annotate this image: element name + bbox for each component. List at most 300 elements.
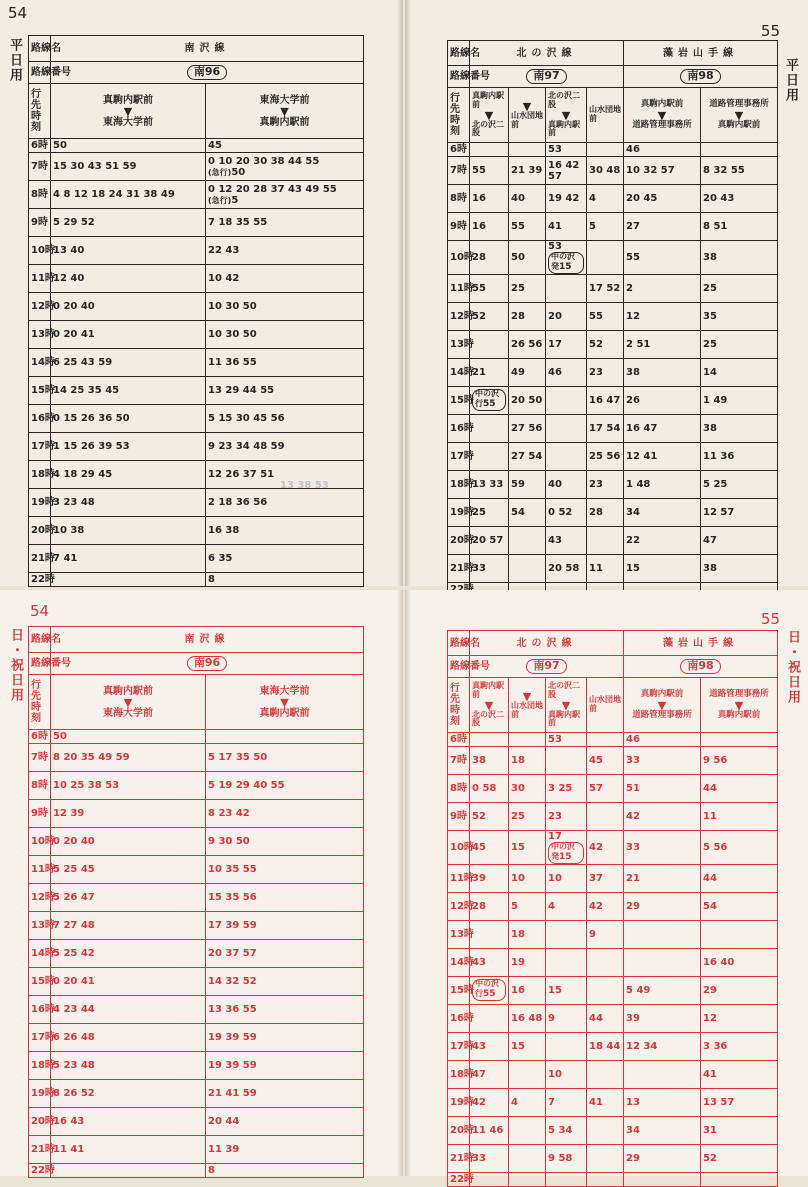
departure-times [206,912,364,940]
minutes: 25 [511,811,525,822]
departure-times [206,968,364,996]
minutes: 11 39 [208,1144,240,1155]
departure-times [587,1004,624,1032]
departure-times [587,1172,624,1186]
timetable [447,40,778,597]
hour-row [448,1116,778,1144]
departure-times [701,330,778,358]
minutes: 5 49 [626,984,651,996]
minutes: 38 [703,422,717,434]
departure-times [587,1144,624,1172]
departure-times [624,976,701,1004]
departure-times [206,573,364,587]
minutes: 27 56 [511,422,543,434]
departure-times [470,442,509,470]
hour-cell: 19時 [448,498,470,526]
minutes: 3 25 [548,783,573,794]
hour-cell: 19時 [29,1080,51,1108]
hour-row [29,800,364,828]
minutes: 50 [511,251,525,263]
minutes: 34 [626,1124,640,1136]
minutes: 10 42 [208,273,240,284]
departure-times [470,775,509,803]
hour-cell: 18時 [448,1060,470,1088]
hour-row [29,293,364,321]
departure-times [701,747,778,775]
departure-times [546,554,587,582]
minutes: 2 [626,282,633,294]
departure-times [546,358,587,386]
minutes: 20 [548,310,562,322]
departure-times [546,892,587,920]
departure-times [470,213,509,241]
minutes: 35 [703,310,717,322]
hour-row [448,1172,778,1186]
down-arrow-icon: ▼ [280,104,289,118]
minutes: 29 [703,984,717,996]
hour-row [448,733,778,747]
hour-row [448,157,778,185]
hour-cell: 21時 [29,545,51,573]
timetable [28,35,364,587]
departure-times [587,892,624,920]
down-arrow-icon: ▼ [561,108,571,122]
minutes: 10 [548,1068,562,1080]
hour-cell: 22時 [29,573,51,587]
departure-times [509,185,546,213]
hour-cell: 9時 [29,209,51,237]
hour-cell: 19時 [448,1088,470,1116]
minutes: 38 [703,251,717,263]
minutes: 31 [703,1124,717,1136]
hour-cell: 6時 [448,733,470,747]
departure-times [546,733,587,747]
hour-cell: 7時 [29,153,51,181]
route-name-label: 路線名 [448,631,470,656]
hour-cell: 16時 [448,414,470,442]
departure-times [701,554,778,582]
line-name: 北の沢線 [470,41,624,66]
minutes: 28 [511,310,525,322]
hour-row [29,139,364,153]
origin-stop: 東海大学前 [259,685,310,697]
minutes: 5 56 [703,841,728,853]
page-weekday-55 [405,0,808,586]
departure-times [509,1060,546,1088]
minutes: 20 44 [208,1116,240,1127]
departure-times [470,554,509,582]
departure-times [470,185,509,213]
hour-row [29,940,364,968]
page-weekday-54 [0,0,403,586]
departure-times: 0 20 40 [51,828,206,856]
minutes: 20 50 [511,394,543,406]
departure-times [701,1116,778,1144]
hour-cell: 18時 [448,470,470,498]
minutes: 40 [511,193,525,204]
departure-times [206,884,364,912]
departure-times [206,772,364,800]
departure-times [624,330,701,358]
special-trip-minute: 15 [559,261,572,272]
minutes: 16 42 57 [548,159,580,182]
departure-times [587,143,624,157]
departure-times [206,433,364,461]
special-trip-minute: 55 [483,989,496,1000]
hour-row [29,744,364,772]
departure-times [546,414,587,442]
departure-times [509,1144,546,1172]
hour-cell: 7時 [448,747,470,775]
minutes: 41 [703,1068,717,1080]
departure-times [587,1088,624,1116]
hour-row [448,1144,778,1172]
hour-row [448,330,778,358]
destination-label: 行先 [31,680,41,702]
departure-times [587,302,624,330]
origin-stop: 真駒内駅前 [103,94,153,106]
hour-cell: 7時 [29,744,51,772]
hour-row [448,526,778,554]
express-note: (急行) [208,195,232,205]
departure-times [509,1004,546,1032]
hour-cell: 7時 [448,157,470,185]
departure-times [509,1032,546,1060]
departure-times [587,157,624,185]
departure-times [470,1060,509,1088]
departure-times [546,330,587,358]
departure-times [546,747,587,775]
minutes: 11 46 [472,1124,504,1136]
departure-times [701,1032,778,1060]
departure-times [587,185,624,213]
minutes: 54 [511,506,525,518]
departure-times [587,442,624,470]
departure-times [470,1116,509,1144]
minutes: 3 36 [703,1040,728,1052]
departure-times [624,302,701,330]
departure-times: 0 20 40 [51,293,206,321]
down-arrow-icon: ▼ [123,104,133,118]
departure-times [206,1080,364,1108]
hour-cell: 14時 [29,349,51,377]
hour-row [29,517,364,545]
minutes: 2 18 36 56 [208,497,268,508]
hour-row [29,349,364,377]
departure-times [470,948,509,976]
departure-times [701,775,778,803]
time-label: 時刻 [31,111,41,133]
route-number-label: 路線番号 [448,66,470,88]
hour-row [448,948,778,976]
minutes: 16 [472,221,486,232]
departure-times [624,386,701,414]
departure-times: 0 20 41 [51,968,206,996]
destination-stop: 真駒内駅前 [259,707,310,719]
departure-times [509,414,546,442]
minutes: 57 [589,783,603,794]
hour-row [448,185,778,213]
hour-cell: 14時 [448,358,470,386]
departure-times [470,330,509,358]
special-trip-badge [472,389,506,411]
down-arrow-icon: ▼ [522,99,532,113]
minutes: 18 [511,755,525,766]
page-holiday-54 [0,590,403,1176]
down-arrow-icon: ▼ [657,698,667,712]
hour-row [448,302,778,330]
departure-times [546,775,587,803]
departure-times [587,1060,624,1088]
departure-times [509,554,546,582]
destination-stop: 山水団地前 [511,110,543,129]
departure-times [206,139,364,153]
line-name: 藻岩山手線 [624,41,778,66]
departure-times [587,498,624,526]
hour-row [448,892,778,920]
minutes: 43 [472,1040,486,1052]
departure-times: 0 15 26 36 50 [51,405,206,433]
departure-times [206,321,364,349]
departure-times [470,733,509,747]
departure-times [624,498,701,526]
minutes: 15 [626,562,640,574]
minutes: 26 [626,394,640,406]
minutes: 1 48 [626,478,651,490]
minutes: 55 [626,251,640,263]
departure-times [624,157,701,185]
hour-cell: 15時 [448,386,470,414]
hour-row [29,1052,364,1080]
departure-times [587,775,624,803]
side-label: 日・祝日用 [8,628,23,703]
minutes: 5 [511,900,518,912]
minutes: 23 [589,478,603,490]
minutes: 30 48 [589,165,621,176]
minutes: 13 33 [472,478,504,490]
departure-times [587,831,624,865]
minutes: 33 [472,562,486,574]
origin-stop: 真駒内駅前 [640,689,684,700]
minutes: 55 [511,221,525,232]
destination-stop: 真駒内駅前 [548,119,580,138]
departure-times [206,237,364,265]
hour-row [448,775,778,803]
departure-times [701,892,778,920]
hour-row [29,573,364,587]
minutes: 20 58 [548,562,580,574]
departure-times [587,386,624,414]
origin-stop: 山水団地前 [589,695,621,713]
departure-times [701,185,778,213]
minutes: 43 [548,534,562,546]
departure-times [509,143,546,157]
departure-times [470,1088,509,1116]
special-trip-note: 中の沢行 [475,979,499,999]
destination-stop: 山水団地前 [511,700,543,719]
departure-times [206,856,364,884]
hour-cell: 20時 [448,526,470,554]
book-gutter [397,590,403,1176]
minutes: 28 [589,506,603,518]
departure-times [701,1172,778,1186]
hour-row [448,143,778,157]
departure-times [546,442,587,470]
departure-times [509,470,546,498]
minutes: 0 10 20 30 38 44 55 [208,155,320,167]
destination-stop: 道路管理事務所 [632,709,692,720]
departure-times [206,744,364,772]
minutes: 10 [511,872,525,884]
minutes: 22 43 [208,245,240,256]
departure-times [701,1004,778,1032]
departure-times [701,976,778,1004]
departure-times [509,498,546,526]
minutes: 37 [589,872,603,884]
minutes: 11 36 [703,450,735,462]
minutes: 34 [626,506,640,518]
route-badge: 南98 [680,69,720,83]
departure-times [701,213,778,241]
minutes: 53 [548,241,562,252]
minutes: 46 [626,144,640,155]
departure-times [546,831,587,865]
special-trip-minute: 15 [559,851,572,862]
page-holiday-55 [405,590,808,1185]
departure-times [624,1172,701,1186]
special-trip-badge [472,979,506,1001]
hour-cell: 9時 [448,803,470,831]
departure-times [587,213,624,241]
page-number: 55 [760,22,780,40]
minutes: 47 [703,534,717,546]
hour-row [448,747,778,775]
departure-times [470,498,509,526]
hour-row [448,864,778,892]
hour-cell: 22時 [29,1164,51,1178]
destination-stop: 真駒内駅前 [717,119,761,130]
departure-times [546,1116,587,1144]
hour-row [29,856,364,884]
minutes: 10 32 57 [626,165,675,176]
departure-times [701,864,778,892]
minutes: 9 [548,1012,555,1024]
minutes: 28 [472,251,486,263]
minutes: 16 48 [511,1012,543,1024]
minutes: 25 [511,282,525,294]
departure-times [206,349,364,377]
departure-times [587,747,624,775]
departure-times [587,948,624,976]
minutes: 25 56 [589,450,621,462]
departure-times [624,1004,701,1032]
departure-times [624,554,701,582]
timetable [28,626,364,1178]
hour-row [448,554,778,582]
down-arrow-icon: ▼ [123,695,133,709]
hour-cell: 12時 [448,892,470,920]
departure-times [546,1060,587,1088]
departure-times [509,302,546,330]
origin-stop: 真駒内駅前 [472,90,504,109]
minutes: 38 [703,562,717,574]
departure-times [470,976,509,1004]
departure-times [546,948,587,976]
destination-label: 行先 [31,89,41,111]
departure-times [51,1164,206,1178]
minutes: 28 [472,900,486,912]
departure-times [470,1004,509,1032]
route-badge: 南98 [680,659,720,673]
minutes: 10 30 50 [208,301,257,312]
minutes: 9 58 [548,1152,573,1164]
page-number: 55 [760,610,780,628]
hour-row [448,1032,778,1060]
special-trip-note: 中の沢発 [551,842,575,861]
departure-times [546,498,587,526]
hour-row [448,274,778,302]
down-arrow-icon: ▼ [484,108,494,122]
minutes: 20 45 [626,193,658,204]
departure-times: 3 23 48 [51,489,206,517]
minutes: 27 54 [511,450,543,462]
origin-stop: 北の沢二股 [548,90,580,109]
departure-times: 5 25 42 [51,940,206,968]
hour-cell: 10時 [448,831,470,865]
departure-times [624,1144,701,1172]
minutes: 5 17 35 50 [208,752,268,763]
departure-times: 4 8 12 18 24 31 38 49 [51,181,206,209]
departure-times [624,1088,701,1116]
departure-times [206,265,364,293]
departure-times [509,1116,546,1144]
departure-times [509,920,546,948]
minutes: 39 [626,1012,640,1024]
minutes: 4 [511,1096,518,1108]
hour-cell: 8時 [448,185,470,213]
departure-times [546,920,587,948]
departure-times [509,948,546,976]
departure-times [546,241,587,275]
departure-times [470,526,509,554]
hour-cell: 15時 [29,377,51,405]
route-badge: 南97 [526,69,566,83]
origin-stop: 山水団地前 [589,105,621,123]
minutes: 54 [703,900,717,912]
departure-times [701,1144,778,1172]
departure-times [509,241,546,275]
minutes: 53 [548,144,562,155]
departure-times [546,185,587,213]
minutes: 49 [511,366,525,378]
special-trip-badge [548,252,584,274]
minutes: 23 [548,811,562,822]
timetable [447,630,778,1187]
departure-times [206,1108,364,1136]
departure-times [546,274,587,302]
hour-row [29,181,364,209]
minutes: 13 [626,1096,640,1108]
departure-times [206,405,364,433]
departure-times [546,1032,587,1060]
hour-cell: 21時 [29,1136,51,1164]
express-note: (急行) [208,167,232,177]
departure-times [470,831,509,865]
express-minutes: 5 [231,194,239,206]
hour-row [29,545,364,573]
hour-row [29,209,364,237]
special-trip-minute: 55 [483,399,496,410]
